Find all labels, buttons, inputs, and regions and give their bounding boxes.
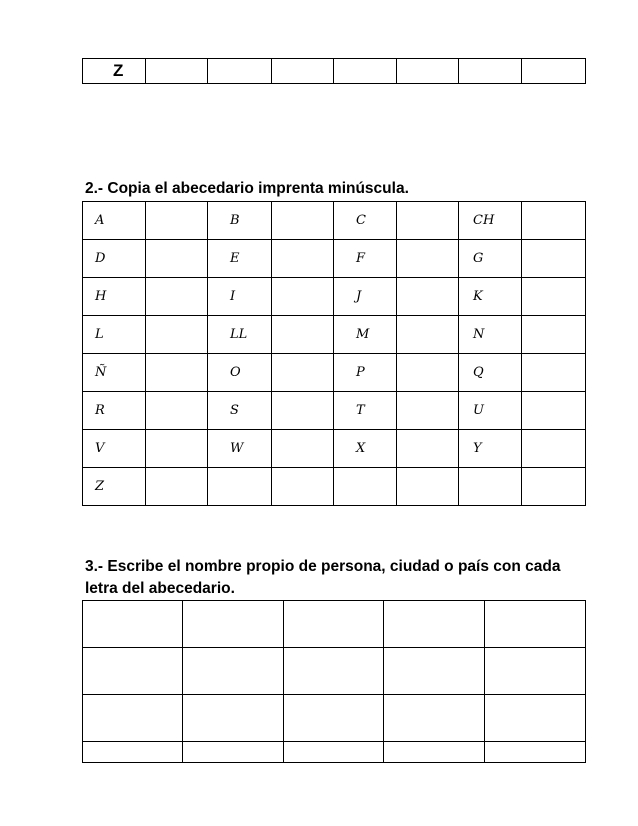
letter-cell: S [208, 392, 272, 430]
table-row [83, 601, 586, 648]
blank-cell[interactable] [522, 468, 586, 506]
blank-cell[interactable] [183, 648, 284, 695]
table-row [83, 430, 586, 468]
letter-cell: LL [208, 316, 272, 354]
letter-cell: K [459, 278, 522, 316]
blank-cell[interactable] [397, 240, 459, 278]
blank-cell[interactable] [522, 430, 586, 468]
blank-cell[interactable] [384, 601, 485, 648]
blank-cell[interactable] [272, 468, 334, 506]
letter-cell: R [83, 392, 146, 430]
letter-cell [334, 468, 397, 506]
blank-cell[interactable] [284, 648, 384, 695]
letter-cell [208, 468, 272, 506]
table-row [83, 648, 586, 695]
letter-cell: C [334, 202, 397, 240]
blank-cell[interactable] [83, 648, 183, 695]
letter-cell: T [334, 392, 397, 430]
table-row [83, 240, 586, 278]
proper-names-table [82, 600, 586, 763]
blank-cell[interactable] [284, 601, 384, 648]
blank-cell[interactable] [397, 468, 459, 506]
table-row [83, 468, 586, 506]
blank-cell[interactable] [397, 59, 459, 84]
blank-cell[interactable] [146, 202, 208, 240]
alphabet-copy-table [82, 201, 586, 506]
blank-cell[interactable] [272, 354, 334, 392]
blank-cell[interactable] [384, 695, 485, 742]
blank-cell[interactable] [485, 695, 586, 742]
blank-cell[interactable] [183, 742, 284, 763]
blank-cell[interactable] [146, 59, 208, 84]
letter-cell: Z [83, 59, 146, 84]
section-2-heading: 2.- Copia el abecedario imprenta minúscula. [85, 180, 409, 197]
blank-cell[interactable] [83, 695, 183, 742]
blank-cell[interactable] [272, 278, 334, 316]
table-row [83, 59, 586, 84]
blank-cell[interactable] [146, 354, 208, 392]
letter-cell: D [83, 240, 146, 278]
letter-cell: M [334, 316, 397, 354]
letter-cell: V [83, 430, 146, 468]
blank-cell[interactable] [485, 648, 586, 695]
blank-cell[interactable] [522, 59, 586, 84]
blank-cell[interactable] [208, 59, 272, 84]
letter-cell: O [208, 354, 272, 392]
letter-cell: F [334, 240, 397, 278]
blank-cell[interactable] [183, 695, 284, 742]
letter-cell: P [334, 354, 397, 392]
letter-cell: A [83, 202, 146, 240]
table-row [83, 316, 586, 354]
section-3-heading: 3.- Escribe el nombre propio de persona, ciudad o país con cada letra del abecedario. [85, 558, 561, 597]
blank-cell[interactable] [146, 392, 208, 430]
blank-cell[interactable] [284, 695, 384, 742]
blank-cell[interactable] [83, 601, 183, 648]
blank-cell[interactable] [83, 742, 183, 763]
table-row [83, 695, 586, 742]
blank-cell[interactable] [334, 59, 397, 84]
table-row [83, 278, 586, 316]
blank-cell[interactable] [397, 354, 459, 392]
letter-cell: Ñ [83, 354, 146, 392]
letter-cell: L [83, 316, 146, 354]
blank-cell[interactable] [522, 354, 586, 392]
letter-cell: Z [83, 468, 146, 506]
table-row [83, 202, 586, 240]
blank-cell[interactable] [397, 202, 459, 240]
blank-cell[interactable] [272, 59, 334, 84]
table-row [83, 742, 586, 763]
blank-cell[interactable] [272, 202, 334, 240]
blank-cell[interactable] [522, 316, 586, 354]
blank-cell[interactable] [397, 430, 459, 468]
blank-cell[interactable] [272, 240, 334, 278]
blank-cell[interactable] [522, 202, 586, 240]
letter-cell: W [208, 430, 272, 468]
blank-cell[interactable] [272, 316, 334, 354]
letter-cell: I [208, 278, 272, 316]
top-letter-table [82, 58, 586, 84]
blank-cell[interactable] [284, 742, 384, 763]
letter-cell: H [83, 278, 146, 316]
letter-cell: Y [459, 430, 522, 468]
letter-cell: CH [459, 202, 522, 240]
blank-cell[interactable] [384, 648, 485, 695]
blank-cell[interactable] [459, 59, 522, 84]
blank-cell[interactable] [183, 601, 284, 648]
blank-cell[interactable] [397, 316, 459, 354]
letter-cell: X [334, 430, 397, 468]
blank-cell[interactable] [146, 430, 208, 468]
letter-cell: E [208, 240, 272, 278]
letter-cell: N [459, 316, 522, 354]
blank-cell[interactable] [485, 742, 586, 763]
blank-cell[interactable] [397, 278, 459, 316]
letter-cell: U [459, 392, 522, 430]
blank-cell[interactable] [146, 240, 208, 278]
letter-cell: B [208, 202, 272, 240]
blank-cell[interactable] [522, 278, 586, 316]
table-row [83, 392, 586, 430]
blank-cell[interactable] [272, 430, 334, 468]
letter-cell: Q [459, 354, 522, 392]
blank-cell[interactable] [272, 392, 334, 430]
letter-cell: J [334, 278, 397, 316]
blank-cell[interactable] [522, 240, 586, 278]
letter-cell: G [459, 240, 522, 278]
blank-cell[interactable] [384, 742, 485, 763]
letter-cell [459, 468, 522, 506]
table-row [83, 354, 586, 392]
blank-cell[interactable] [397, 392, 459, 430]
blank-cell[interactable] [146, 278, 208, 316]
blank-cell[interactable] [485, 601, 586, 648]
blank-cell[interactable] [146, 468, 208, 506]
blank-cell[interactable] [522, 392, 586, 430]
blank-cell[interactable] [146, 316, 208, 354]
